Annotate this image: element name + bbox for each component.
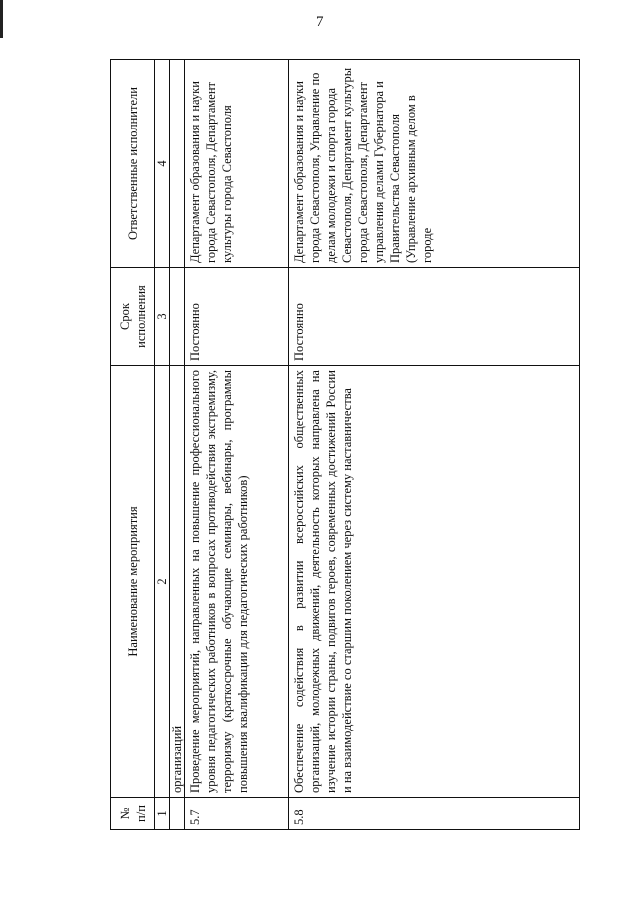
continuation-responsible-cell — [170, 60, 185, 268]
column-number: 3 — [155, 268, 170, 366]
column-number: 1 — [155, 798, 170, 830]
header-name: Наименование мероприятия — [111, 366, 155, 798]
continuation-num-cell — [170, 798, 185, 830]
event-name: Проведение мероприятий, направленных на повышение профессионального уровня педагогических работников в вопросах противодействия экстремизму, терроризму (краткосрочные обучающие семинары, вебинары, программы повышения квалификации для педагогических работников) — [185, 366, 289, 798]
page-number: 7 — [316, 14, 324, 30]
column-number-row — [155, 60, 170, 830]
table-header-row — [111, 60, 155, 830]
continuation-term-cell — [170, 268, 185, 366]
continuation-text: организаций — [170, 366, 185, 798]
event-term: Постоянно — [289, 268, 580, 366]
event-name: Обеспечение содействия в развитии всероссийских общественных организаций, молодежных движений, деятельность которых направлена на изучение истории страны, подвигов героев, современных достижений России и на взаимодействие со старшим поколением через систему наставничества — [289, 366, 580, 798]
events-table — [110, 59, 580, 830]
continuation-row — [170, 60, 185, 830]
page-edge-mark — [0, 0, 3, 38]
table-row — [289, 60, 580, 830]
header-responsible: Ответственные исполнители — [111, 60, 155, 268]
rotated-table-inner — [110, 60, 580, 830]
row-number: 5.8 — [289, 798, 580, 830]
header-term: Срок исполнения — [111, 268, 155, 366]
header-num: № п/п — [111, 798, 155, 830]
column-number: 2 — [155, 366, 170, 798]
event-responsible: Департамент образования и науки города Севастополя, Управление по делам молодежи и спорта города Севастополя, Департамент культуры города Севастополя, Департамент управления делами Губернатора и Правительства Севастополя (Управление архивным делом в городе — [289, 60, 580, 268]
column-number: 4 — [155, 60, 170, 268]
event-term: Постоянно — [185, 268, 289, 366]
event-responsible: Департамент образования и науки города Севастополя, Департамент культуры города Севастополя — [185, 60, 289, 268]
table-row — [185, 60, 289, 830]
row-number: 5.7 — [185, 798, 289, 830]
rotated-table-container — [110, 60, 580, 830]
